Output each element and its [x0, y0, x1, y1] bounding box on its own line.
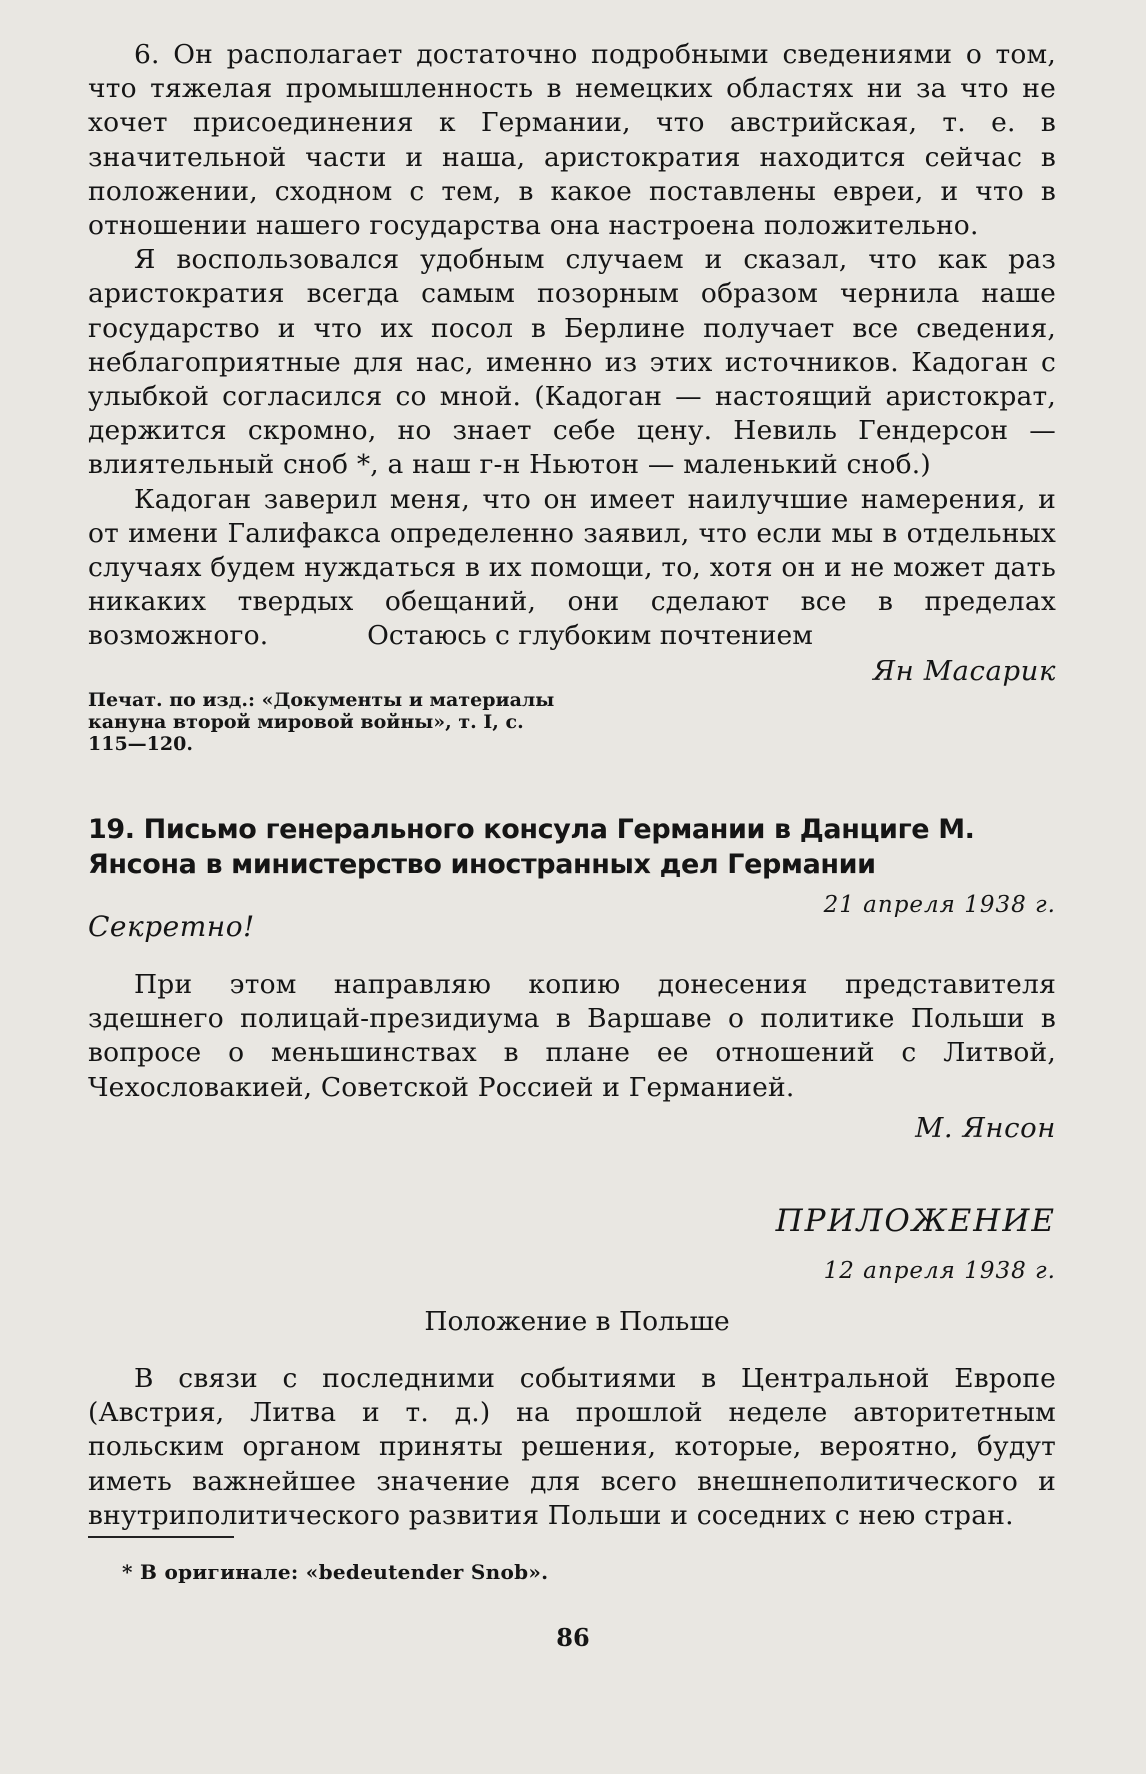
paragraph-2: Я воспользовался удобным случаем и сказал, что как раз аристократия всегда самым позорным образом чернила наше государство и что их посол в Берлине получает все сведения, неблагоприятные для нас, именно из этих источников. Кадоган с улыбкой согласился со мной. (Кадоган — настоящий аристократ, держится скромно, но знает себе цену. Невиль Гендерсон — влиятельный сноб *, а наш г-н Ньютон — маленький сноб.)	[88, 244, 1056, 481]
secret-label: Секретно!	[88, 910, 255, 943]
appendix-body	[88, 1362, 1056, 1533]
paragraph-5: В связи с последними событиями в Центральной Европе (Австрия, Литва и т. д.) на прошлой неделе авторитетным польским органом приняты решения, которые, вероятно, будут иметь важнейшее значение для всего внешнеполитического и внутриполитического развития Польши и соседних с нею стран.	[88, 1363, 1056, 1531]
page-number: 86	[556, 1623, 590, 1652]
signature-janson: М. Янсон	[915, 1112, 1056, 1144]
date-appendix: 12 апреля 1938 г.	[823, 1258, 1056, 1284]
closing-phrase: Остаюсь с глубоким почтением	[367, 620, 813, 651]
document-title: 19. Письмо генерального консула Германии в Данциге М. Янсона в министерство иностранных дел Германии	[88, 814, 975, 880]
footnote-divider	[88, 1536, 234, 1538]
paragraph-3: Кадоган заверил меня, что он имеет наилучшие намерения, и от имени Галифакса определенно заявил, что если мы в отдельных случаях будем нуждаться в их помощи, то, хотя он и не может дать никаких твердых обещаний, они сделают все в пределах возможного.	[88, 483, 1056, 652]
appendix-label: ПРИЛОЖЕНИЕ	[775, 1203, 1056, 1239]
footnote: * В оригинале: «bedeutender Snob».	[122, 1560, 549, 1584]
paragraph-1: 6. Он располагает достаточно подробными сведениями о том, что тяжелая промышленность в немецких областях ни за что не хочет присоединения к Германии, что австрийская, т. е. в значительной части и наша, аристократия находится сейчас в положении, сходном с тем, в какое поставлены евреи, и что в отношении нашего государства она настроена положительно.	[88, 39, 1056, 242]
paragraph-4: При этом направляю копию донесения представителя здешнего полицай-президиума в Варшаве о политике Польши в вопросе о меньшинствах в плане ее отношений с Литвой, Чехословакией, Советской Россией и Германией.	[88, 969, 1056, 1103]
signature-masaryk: Ян Масарик	[872, 655, 1056, 687]
letter-body-2	[88, 968, 1056, 1105]
letter-body	[88, 38, 1056, 654]
section-heading: Положение в Польше	[424, 1306, 730, 1337]
date-letter: 21 апреля 1938 г.	[823, 892, 1056, 918]
source-note: Печат. по изд.: «Документы и материалы кануна второй мировой войны», т. I, с. 115—120.	[88, 689, 555, 755]
